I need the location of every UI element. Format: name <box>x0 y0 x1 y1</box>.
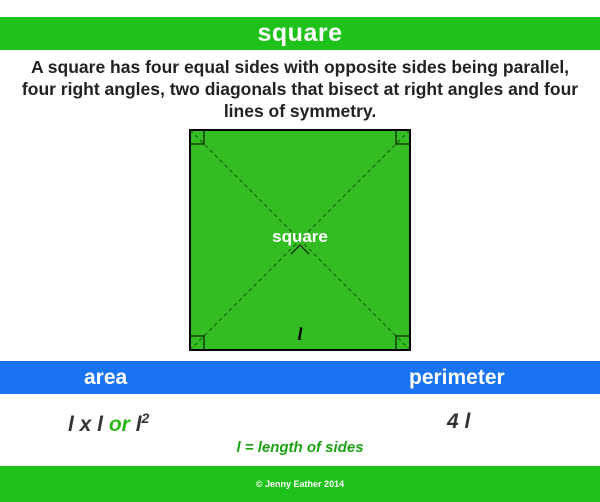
description-text: A square has four equal sides with opposite sides being parallel, four right angles, two diagonals that bisect at right angles and four lines of symmetry. <box>21 57 579 121</box>
shape-label: square <box>272 227 328 246</box>
side-label: l <box>297 324 303 344</box>
area-formula <box>68 410 149 437</box>
area-exponent: 2 <box>141 410 150 426</box>
formula-header-bar <box>0 361 600 394</box>
area-formula-or: or <box>108 413 130 436</box>
area-heading: area <box>84 366 128 389</box>
copyright-text: © Jenny Eather 2014 <box>255 479 345 489</box>
footer-bar <box>0 466 600 502</box>
title-banner <box>0 17 600 50</box>
square-figure <box>180 124 420 360</box>
area-formula-part2: l <box>129 413 142 436</box>
page-title: square <box>257 19 343 47</box>
side-length-note: l = length of sides <box>236 439 364 456</box>
area-formula-part1: l x l <box>68 413 109 436</box>
perimeter-formula: 4 l <box>447 410 471 433</box>
perimeter-heading: perimeter <box>409 366 505 389</box>
